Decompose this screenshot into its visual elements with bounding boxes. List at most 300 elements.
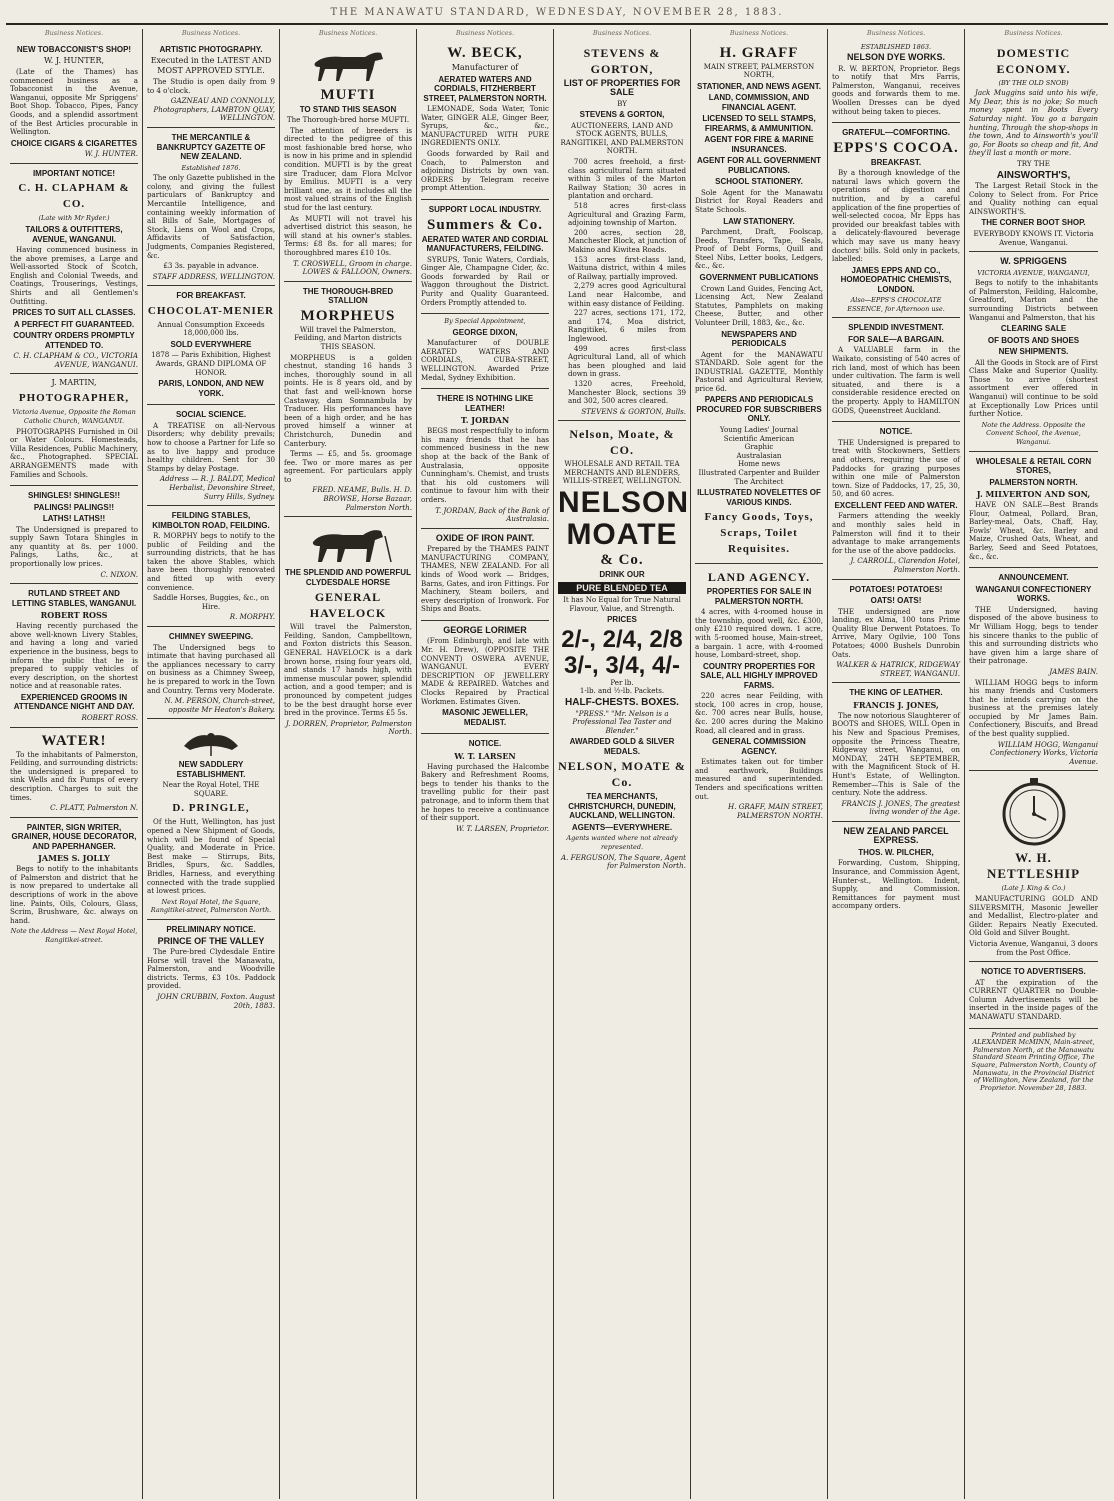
column-2 (143, 29, 280, 1499)
ad-body: 4 acres, with 4-roomed house in the township, good well, &c. £300, only £210 required down. 1 acre, with 5-roomed house, Main-street, a bargain. 1 acre, with 4-roomed house, Lombard-street, shop. (695, 607, 823, 660)
ad-body: All the Goods in Stock are of First Class Make and Superior Quality. Those to arrive (shortest assortment ever offered in Wanganui) will continue to be sold at Exceptionally Low Prices until further Notice. (969, 357, 1098, 419)
tea-banner: PURE BLENDED TEA (558, 582, 686, 595)
brand-name: NELSON, MOATE & Co. (558, 759, 686, 790)
ad-nettleship (969, 771, 1098, 962)
ad-signature: GAZNEAU AND CONNOLLY, Photographers, LAMBTON QUAY, WELLINGTON. (153, 96, 275, 123)
ad-line: The Thorough-bred horse MUFTI. (286, 115, 410, 125)
ad-clapham (10, 164, 138, 374)
ad-subtitle: GRATEFUL—COMFORTING. (842, 128, 950, 138)
ad-notice-advertisers (969, 962, 1098, 1028)
ad-body: HAVE ON SALE—Best Brands Flour, Oatmeal, Pollard, Bran, Barley-meal, Oats, Chaff, Hay, Fowls' Wheat, &c. Barley and Maize, Crushed Oats, Wheat, and Barley, Seed and Seed Potatoes, &c., &c. (969, 500, 1098, 561)
ad-nelson-moate (558, 421, 690, 874)
column-head: Business Notices. (729, 29, 789, 37)
ad-line: PRICES TO SUIT ALL CLASSES. (12, 308, 136, 318)
ad-body: A TREATISE on all-Nervous Disorders; why debility prevails; how to choose a Partner for Life so as to live happy and produce healthy children. Sent for 30 Stamps by delay Postage. (147, 420, 275, 473)
ad-signature: STEVENS & GORTON, Bulls. (581, 406, 686, 416)
ad-list: LEMONADE, Soda Water, Tonic Water, GINGER ALE, Ginger Beer, Syrups, &c., &c., MANUFACTURED WITH PURE INGREDIENTS ONLY. (421, 104, 549, 148)
ad-body: Will travel the Palmerston, Feilding, Sandon, Campbelltown, and Foxton districts this Season. GENERAL HAVELOCK is a dark brown horse, rising four years old, and stands 17 hands high, with immense muscular power, splendid action, and a good temper; and is pronounced by competent judges to be the best draught horse ever bred in the province. Terms £5 5s. (284, 622, 412, 718)
ad-address: VICTORIA AVENUE, WANGANUI, (977, 268, 1090, 277)
list-item: 200 acres, section 28, Manchester Block, at junction of Makino and Kiwitea Roads. (568, 227, 686, 254)
ad-title: PHOTOGRAPHER, (18, 392, 130, 405)
ad-subtitle: Manufacturer of (451, 62, 519, 72)
ad-title: SHINGLES! SHINGLES!! (27, 491, 120, 501)
list-item: 153 acres first-class land, Waituna district, within 4 miles of Railway, partially improved. (568, 254, 686, 281)
ad-body: R. MORPHY begs to notify to the public of Feilding and the surrounding districts, that he has taken the above Stables, which have been thoroughly renovated and fitted up with every convenience. (147, 531, 275, 592)
ad-parcel-express (832, 822, 960, 917)
ad-subtitle: OATS! OATS! (870, 596, 922, 606)
saddle-illustration-icon (176, 724, 246, 758)
ad-body: MORPHEUS is a golden chestnut, standing 16 hands 3 inches, thoroughly sound in all points. He is 8 years old, and by that fast and well-known horse Castaway, dam Somnambula by Traducer. His performances have been of a high order, and he has proved himself a winner at Christchurch, Dunedin and Canterbury. (284, 352, 412, 448)
ad-signature: C. PLATT, Palmerston N. (50, 803, 138, 813)
ad-subtitle: FOR SALE—A BARGAIN. (848, 334, 944, 344)
ad-signature: A. FERGUSON, The Square, Agent for Palmerston North. (561, 852, 686, 871)
ad-line: THE CORNER BOOT SHOP. (981, 218, 1086, 228)
ad-potatoes (832, 580, 960, 684)
ad-signature: N. M. PERSON, Church-street, opposite Mr Heaton's Bakery. (164, 696, 275, 714)
ad-feilding-stables (147, 506, 275, 627)
list-item: Scientific American (723, 433, 795, 443)
ad-body: The only Gazette published in the colony, and giving the fullest particulars of Bankruptcy and Mercantile Intelligence, and containing weekly information of all Bills of Sale, Mortgages of Stock, Liens on Wool and Crops, Affidavits of Satisfaction, Judgments, Companies Registered, &c. (147, 173, 275, 260)
ad-prince (147, 920, 275, 1014)
ad-line: 1-lb. and ½-lb. Packets. (579, 686, 665, 696)
ad-subtitle: By Special Appointment, (444, 317, 526, 326)
ad-paddocks (832, 422, 960, 579)
price-row: 2/-, 2/4, 2/8 (561, 625, 683, 653)
ad-line: TEA MERCHANTS, CHRISTCHURCH, DUNEDIN, AUCKLAND, WELLINGTON. (568, 792, 676, 821)
ad-tobacconist (10, 40, 138, 164)
ad-subtitle: SCHOOL STATIONERY. (715, 177, 803, 187)
column-7 (828, 29, 965, 1499)
ad-signature: R. MORPHY. (229, 612, 275, 622)
ad-title: THERE IS NOTHING LIKE LEATHER! (436, 394, 534, 413)
ad-subtitle: PAPERS AND PERIODICALS PROCURED FOR SUBSCRIBERS ONLY. (696, 395, 822, 424)
ad-signature: J. CARROLL, Clarendon Hotel, Palmerston North. (850, 556, 960, 574)
ad-subtitle: PROPERTIES FOR SALE IN PALMERSTON NORTH. (706, 587, 812, 606)
ad-body: Forwarding, Custom, Shipping, Insurance, and Commission Agent, Hunter-st., Wellington. Indent, Supply, and Commission. Remittances for payment must accompany orders. (832, 858, 960, 911)
ad-body: MANUFACTURING GOLD AND SILVERSMITH, Masonic Jeweller and Medallist, Electro-plater and Gilder. Repairs Neatly Executed. Old Gold and Silver Bought. (969, 894, 1098, 938)
ad-name: W. BECK, (447, 44, 523, 61)
ad-body: Manufacturer of DOUBLE AERATED WATERS AND CORDIALS, CUBA-STREET, WELLINGTON. Awarded Prize Medal, Sydney Exhibition. (421, 338, 549, 382)
ad-body: Agent for the MANAWATU STANDARD. Sole agent for the INDUSTRIAL GAZETTE, Monthly Pastoral and Agricultural Review, price 6d. (695, 349, 823, 393)
ad-mufti (284, 40, 412, 282)
ad-body: (Late of the Thames) has commenced business as a Tobacconist in the Avenue, Wanganui, opposite Mr Spriggens' Boot Shop. Tobacco, Pipes, Fancy Goods, and a splendid assortment of the Best Articles procurable in Wellington. (10, 67, 138, 137)
ad-subtitle: GOVERNMENT PUBLICATIONS (699, 273, 819, 283)
ad-body: Prepared by the THAMES PAINT MANUFACTURING COMPANY, THAMES, NEW ZEALAND. For all kinds of Wood work — Bridges, Barns, Gates, and iron Fittings. For Machinery, Steam boilers, and every description of Ironwork. For Ships and Boats. (421, 544, 549, 614)
ad-subtitle: (Late J. King & Co.) (1001, 884, 1066, 893)
ad-line: AGENT FOR ALL GOVERNMENT PUBLICATIONS. (697, 156, 821, 175)
ad-title: FEILDING STABLES, KIMBOLTON ROAD, FEILDING. (152, 511, 270, 530)
ad-line: 1878 — Paris Exhibition, Highest Awards, GRAND DIPLOMA OF HONOR. (151, 350, 271, 377)
ad-body: R. W. BERTON, Proprietor. Begs to notify that Mrs Farris, Palmerston, Wanganui, receives goods and forwards them to me. Woollen Dresses can be dyed without being taken to pieces. (832, 63, 960, 116)
ad-line: AGENT FOR FIRE & MARINE INSURANCES. (704, 135, 814, 154)
ad-body: To the inhabitants of Palmerston, Feilding, and surrounding districts: the undersigned is prepared to sink Wells and fix Pumps of every description. Charges to suit the times. (10, 749, 138, 802)
ad-signature: W. T. LARSEN, Proprietor. (455, 823, 549, 833)
ad-subtitle: NEWSPAPERS AND PERIODICALS (721, 329, 797, 348)
ad-line: It has No Equal for True Natural Flavour, Value, and Strength. (563, 595, 681, 613)
ad-line: Will travel the Palmerston, Feilding, and Marton districts THIS SEASON. (294, 324, 402, 351)
columns (6, 29, 1108, 1499)
ad-body: By a thorough knowledge of the natural laws which govern the operations of digestion and nutrition, and by a careful application of the fine properties of well-selected cocoa, Mr Epps has provided our breakfast tables with a delicately-flavoured beverage which may save us many heavy doctors' bills. Sold only in packets, labelled: (832, 168, 960, 264)
ad-address: MAIN STREET, PALMERSTON NORTH, (703, 61, 815, 80)
ad-signature: STAFF ADDRESS, WELLINGTON. (152, 271, 275, 281)
list-item: Young Ladies' Journal (719, 424, 799, 434)
list-item: 2,279 acres good Agricultural Land near Halcombe, and within easy distance of Feilding. (568, 281, 686, 308)
ad-lorimer (421, 621, 549, 734)
ad-stevens-gorton (558, 40, 686, 422)
ad-name: T. JORDAN (460, 415, 510, 426)
list-item: Graphic (744, 442, 774, 452)
ad-subtitle: WHOLESALE AND RETAIL TEA MERCHANTS AND BLENDERS, WILLIS-STREET, WELLINGTON. (562, 459, 682, 486)
ad-body: 220 acres near Feilding, with stock, 100 acres in crop, house, &c. 700 acres near Bulls, house, &c. 200 acres during the Makino Road, all cleared and in grass. (695, 691, 823, 735)
ad-signature: W. J. HUNTER. (84, 149, 138, 159)
ad-signature: FRED. NEAME, Bulls. H. D. BROWSE, Horse Bazaar, Palmerston North. (312, 485, 412, 512)
ad-title: WHOLESALE & RETAIL CORN STORES, (975, 456, 1092, 476)
ad-price: £3 3s. payable in advance. (163, 261, 259, 271)
ad-confectionery (969, 568, 1098, 771)
ad-body: Sole Agent for the Manawatu District for Royal Readers and State Schools. (695, 187, 823, 214)
ad-line: Saddle Horses, Buggies, &c., on Hire. (152, 593, 270, 611)
ad-name: H. GRAFF (719, 44, 799, 61)
ad-title: NELSON DYE WORKS. (846, 52, 945, 63)
ad-name: D. PRINGLE, (172, 802, 250, 815)
list-item: Home news (737, 459, 781, 469)
ad-title: THE MERCANTILE & BANKRUPTCY GAZETTE OF NEW ZEALAND. (156, 133, 266, 162)
ad-signature: J. DORREN, Proprietor, Palmerston North. (285, 718, 412, 737)
ad-signature: WALKER & HATRICK, RIDGEWAY STREET, WANGANUI. (836, 660, 960, 678)
column-6 (691, 29, 828, 1499)
ad-name: THOS. W. PILCHER, (858, 847, 934, 857)
ad-body: Farmers attending the weekly and monthly sales held in Palmerston will find it to their advantage to make arrangements for the use of the above paddocks. (832, 511, 960, 555)
ad-signature: WILLIAM HOGG, Wanganui Confectionery Works, Victoria Avenue. (989, 739, 1098, 766)
list-item: 499 acres first-class Agricultural Land, all of which has been ploughed and laid down in grass. (568, 343, 686, 379)
column-head: Business Notices. (592, 29, 652, 37)
ad-body: The Undersigned is prepared to supply Sawn Totara Shingles in any quantity at 8s. per 1000. Palings, Laths, &c., at proportionally low prices. (10, 524, 138, 568)
ad-name: W. T. LARSEN (454, 750, 516, 761)
ad-signature: C. NIXON. (100, 569, 138, 579)
ad-water (10, 728, 138, 818)
ad-body: The Pure-bred Clydesdale Entire Horse will travel the Manawatu, Palmerston, and Woodville districts. Terms, £3 10s. Paddock provided. (147, 947, 275, 991)
ad-subtitle: SUPPORT LOCAL INDUSTRY. (428, 205, 542, 215)
imprint-text: Printed and published by ALEXANDER McMINN, Main-street, Palmerston North, at the Manawatu Standard Steam Printing Office, The Square, Palmerston North, County of Manawatu, in the Provincial District of Wellington, New Zealand, for the Proprietor. November 28, 1883. (971, 1030, 1096, 1092)
ad-title: NEW SADDLERY ESTABLISHMENT. (176, 760, 246, 779)
ad-graff (695, 40, 823, 565)
ad-body: WILLIAM HOGG begs to inform his many friends and Customers that he intends carrying on the business at the premises lately occupied by Mr James Bain. Confectionery, Biscuits, and Bread of the best quality supplied. (969, 677, 1098, 739)
ad-signature: JOHN CRUBBIN, Foxton. August 20th, 1883. (157, 991, 275, 1010)
column-8 (965, 29, 1102, 1499)
ad-name: FRANCIS J. JONES, (853, 699, 939, 710)
ad-havelock (284, 517, 412, 741)
list-item: 1320 acres, Freehold, Manchester Block, sections 39 and 302, 500 acres cleared. (568, 378, 686, 406)
prices-label: PRICES (607, 615, 637, 625)
ad-line: PARIS, LONDON, AND NEW YORK. (158, 379, 264, 398)
ad-line: TRY THE (1017, 158, 1050, 168)
ad-subtitle: COUNTRY PROPERTIES FOR SALE, ALL HIGHLY IMPROVED FARMS. (700, 661, 818, 690)
ad-title: Nelson, Moate, & CO. (569, 427, 675, 458)
ad-line: OF BOOTS AND SHOES (987, 335, 1080, 345)
list-item: 700 acres freehold, a first-class agricultural farm situated within 3 miles of the Marton Railway Station; 30 acres in plantation and orchard. (568, 157, 686, 201)
ad-line: Annual Consumption Exceeds 18,000,000 lbs. (157, 319, 265, 338)
ad-subtitle: LIST OF PROPERTIES FOR SALE (563, 77, 681, 98)
ad-title: EPPS'S COCOA. (833, 139, 959, 156)
column-head: Business Notices. (318, 29, 378, 37)
ad-body: A VALUABLE farm in the Waikato, consisting of 540 acres of rich land, most of which has been under cultivation. The farm is well situated, and there is a considerable residence erected on the property. Apply to HAMILTON GODS, Queenstreet Auckland. (832, 345, 960, 415)
ad-name: W. J. HUNTER, (43, 56, 105, 66)
ad-title: NOTICE TO ADVERTISERS. (981, 967, 1086, 977)
ad-note: EXPERIENCED GROOMS IN ATTENDANCE NIGHT AND DAY. (13, 692, 135, 712)
ad-address: Victoria Avenue, Opposite the Roman Catholic Church, WANGANUI. (12, 408, 136, 425)
watch-illustration-icon (998, 776, 1070, 848)
brand-name: & Co. (600, 552, 644, 569)
brand-name: MOATE (566, 518, 678, 552)
ad-photography (147, 40, 275, 128)
ad-title: STEVENS & GORTON, (583, 45, 661, 76)
ad-line: NEW SHIPMENTS. (998, 347, 1069, 357)
ad-name: W. H. NETTLESHIP (986, 850, 1081, 882)
ad-title: GENERAL HAVELOCK (309, 590, 387, 621)
ad-subtitle: ILLUSTRATED NOVELETTES OF VARIOUS KINDS. (697, 488, 821, 507)
column-head: Business Notices. (44, 29, 104, 37)
ad-body: The Undersigned begs to intimate that having purchased all the appliances necessary to carry on business as a Chimney Sweep, he is prepared to work in the Town and Country. Terms very Moderate. (147, 642, 275, 695)
ad-corn-stores (969, 452, 1098, 569)
ad-title: POTATOES! POTATOES! (849, 584, 943, 594)
ad-subtitle: CHOICE CIGARS & CIGARETTES (10, 138, 138, 148)
ad-subtitle: GENERAL COMMISSION AGENCY. (712, 737, 806, 756)
ad-title: ARTISTIC PHOTOGRAPHY. (159, 44, 263, 54)
price-row: 3/-, 3/4, 4/- (563, 651, 681, 679)
ad-summers (421, 200, 549, 314)
ad-body: Having commenced business in the above premises, a Large and Well-assorted Stock of Scotch, English and Colonial Tweeds, and Coatings, Trouserings, Vestings, Shirts and all Gentlemen's Outfitting. (10, 245, 138, 306)
ad-title: THE KING OF LEATHER. (849, 688, 943, 698)
ad-subtitle: PALINGS! PALINGS!! (33, 502, 115, 512)
ad-signature: C. H. CLAPHAM & CO., VICTORIA AVENUE, WANGANUI. (13, 351, 138, 369)
column-head: Business Notices. (1004, 29, 1063, 37)
ad-line: CLEARING SALE (1000, 324, 1067, 334)
ad-title: MORPHEUS (300, 307, 396, 324)
ad-body: The Largest Retail Stock in the Colony to Select from. For Price and Quality nothing can equal AINSWORTH'S. (969, 181, 1098, 216)
ad-menier (147, 286, 275, 405)
ad-title: IMPORTANT NOTICE! (32, 168, 116, 178)
ad-king-of-leather (832, 683, 960, 822)
ad-verse: Jack Muggins said unto his wife, My Dear, this is no joke; So much money spent in Boots Every Saturday night. You go a bargain hunting, Through the shop-shops in the town, And to Ainsworth's you'll go, For Boots so cheap and fit, And they'll last a month or more. (969, 88, 1098, 158)
ad-body: The attention of breeders is directed to the pedigree of this most fashionable bred horse, who is now in his prime and in splendid condition. MUFTI is by the great sire Traducer, dam Flora McIvor by Emilius. MUFTI is a very brilliant one, as it includes all the most valued strains of the English stud for the last century. (284, 125, 412, 213)
list-item: Australasian (736, 450, 782, 460)
ad-body: Estimates taken out for timber and earthwork, Buildings measured and superintended. Tenders and specifications written out. (695, 757, 823, 801)
ad-address: Next Royal Hotel, the Square, Rangitikei-street, Palmerston North. (150, 897, 272, 915)
ad-title: ANNOUNCEMENT. (998, 573, 1069, 583)
ad-line: DRINK OUR (599, 570, 645, 580)
ad-name: W. SPRIGGENS (1000, 256, 1067, 267)
ad-science (147, 405, 275, 506)
ad-body: Begs to notify to the inhabitants of Palmerston, Feilding, Halcombe, Greatford, Marton and the surrounding Districts between Wanganui and Palmerston, that his (969, 278, 1098, 322)
ad-title: PAINTER, SIGN WRITER, GRAINER, HOUSE DECORATOR, AND PAPERHANGER. (11, 822, 137, 851)
ad-signature: FRANCIS J. JONES, The greatest living wonder of the Age. (841, 798, 960, 817)
ad-body: THE Undersigned is prepared to treat with Stockowners, Settlers and others, requiring the use of Paddocks for grazing purposes within one mile of Palmerston town. Size of Paddocks, 17, 25, 30, 50, and 60 acres. (832, 437, 960, 499)
ad-body: PHOTOGRAPHS Furnished in Oil or Water Colours. Homesteads, Villa Residences, Public Machinery, &c., Photographed. SPECIAL ARRANGEMENTS made with Families and Schools. (10, 426, 138, 479)
ad-ross (10, 584, 138, 727)
ad-subtitle: WANGANUI CONFECTIONERY WORKS. (975, 584, 1092, 604)
ad-name: GEORGE LORIMER (443, 624, 527, 635)
ad-title: SPLENDID INVESTMENT. (848, 323, 944, 333)
ad-subtitle: LATHS! LATHS!! (42, 514, 106, 524)
ad-subtitle: THE THOROUGH-BRED STALLION (302, 286, 394, 306)
list-item: 227 acres, sections 171, 172, and 174, Moa district, Rangitikei, 6 miles from Inglewood. (568, 308, 686, 343)
ad-body: Crown Land Guides, Fencing Act, Licensing Act, New Zealand Statutes, Pamphlets on making Cheese, Butter, and other Volunteer Drill, 1883, &c., &c. (695, 283, 823, 327)
ad-line: LAND, COMMISSION, AND FINANCIAL AGENT. (708, 93, 810, 112)
papers-list (695, 426, 823, 486)
ad-chimney (147, 627, 275, 719)
ad-subtitle: BREAKFAST. (870, 157, 922, 167)
ad-line: HALF-CHESTS. BOXES. (565, 697, 679, 709)
ad-title: NOTICE. (879, 427, 913, 437)
ad-signature: T. JORDAN, Back of the Bank of Australasia. (435, 505, 549, 524)
ad-subtitle: Near the Royal Hotel, THE SQUARE. (162, 780, 260, 798)
ad-ainsworth (969, 40, 1098, 253)
ad-line: AUCTIONEERS, LAND AND STOCK AGENTS, BULLS, RANGITIKEI, AND PALMERSTON NORTH. (560, 120, 684, 156)
price-unit: Per lb. (610, 677, 634, 687)
ad-body: As MUFTI will not travel his advertised district this season, he will stand at his owner's stables. Terms: £8 8s. for all mares; for thoroughbred mares £10 10s. (284, 213, 412, 257)
ad-land-agency (695, 564, 823, 824)
ad-trade: TAILORS & OUTFITTERS, AVENUE, WANGANUI. (25, 225, 123, 244)
column-head: Business Notices. (455, 29, 515, 37)
ad-body: BEGS most respectfully to inform his many friends that he has commenced business in the new shop at the back of the Bank of Australasia, opposite Cunningham's. Chemist, and trusts that his old customers will continue to favour him with their orders. (421, 426, 549, 504)
ad-name: GEORGE DIXON, (452, 327, 518, 337)
horse-illustration-icon (303, 522, 393, 566)
ad-body: Of the Hutt, Wellington, has just opened a New Shipment of Goods, which will be found of Special Quality, and Moderate in Price. Best make — Stirrups, Bits, Bridles, Spurs, &c. Saddles, Bridles, Harness, and everything connected with the trade supplied at lowest prices. (147, 817, 275, 896)
ad-title: CHOCOLAT-MENIER (147, 304, 275, 317)
ad-subtitle: TO STAND THIS SEASON (299, 104, 397, 114)
imprint (969, 1029, 1098, 1097)
ad-title: NOTICE. (468, 739, 502, 749)
column-head: Business Notices. (181, 29, 241, 37)
ad-signature: H. GRAFF, MAIN STREET, PALMERSTON NORTH. (728, 802, 823, 820)
ad-body: Having recently purchased the above well-known Livery Stables, and having a long and varied experience in the business, begs to inform the public that he is prepared to supply vehicles of every description, on the shortest notice and at reasonable rates. (10, 621, 138, 691)
ad-line: BY (617, 98, 627, 108)
ad-shingles (10, 486, 138, 584)
ad-morpheus (284, 282, 412, 517)
brand-name: NELSON (558, 486, 690, 520)
ad-title: CHIMNEY SWEEPING. (168, 632, 254, 642)
list-item: Illustrated Carpenter and Builder (698, 467, 820, 477)
ad-line: SOLD EVERYWHERE (170, 339, 252, 349)
ad-signature: JAMES EPPS AND CO., HOMOEOPATHIC CHEMISTS, LONDON. (840, 265, 952, 294)
ad-line: Also—EPPS'S CHOCOLATE ESSENCE, for Afternoon use. (847, 296, 945, 313)
ad-spriggens (969, 252, 1098, 452)
masthead: THE MANAWATU STANDARD, WEDNESDAY, NOVEMBER 28, 1883. (6, 6, 1108, 25)
ad-signature: Address — R. J. BALDT, Medical Herbalist, Devonshire Street, Surry Hills, Sydney. (159, 474, 275, 501)
ad-body: The Studio is open daily from 9 to 4 o'clock. (147, 77, 275, 95)
ad-title: AERATED WATERS AND CORDIALS, FITZHERBERT STREET, PALMERSTON NORTH. (423, 74, 547, 103)
ad-body: Terms — £5, and 5s. groomage fee. Two or more mares as per agreement. For particulars apply to (284, 449, 412, 484)
column-4 (417, 29, 554, 1499)
ad-title: MUFTI (320, 86, 376, 103)
ad-est: ESTABLISHED 1863. (860, 42, 932, 51)
ad-subtitle: (BY THE OLD SNOB) (998, 78, 1069, 87)
list-item: The Architect (734, 476, 784, 486)
ad-body: Goods forwarded by Rail and Coach, to Palmerston and adjoining Districts by own van. ORDERS by Telegram receive prompt Attention. (421, 149, 549, 193)
ad-signature: JAMES BAIN. (1049, 666, 1098, 676)
ad-signature: ROBERT ROSS. (81, 712, 138, 722)
ad-body: The now notorious Slaughterer of BOOTS and SHOES, WILL Open in his New and Spacious Premises, opposite the Princess Theatre, Ridgeway street, Wanganui, on MONDAY, 24TH SEPTEMBER, with the Magnificent Stock of H. Hunt's Estate, of Wellington. Remember—This is Sale of the century. Note the address. (832, 710, 960, 798)
ad-title: SOCIAL SCIENCE. (175, 410, 247, 420)
ad-name: Summers & Co. (427, 216, 543, 233)
ad-body: Begs to notify to the inhabitants of Palmerston and district that he is now prepared to undertake all descriptions of work in the above line. Paints, Oils, Colours, Glass, Scrim, Brushware, &c. always on hand. (10, 864, 138, 925)
list-item: 518 acres first-class Agricultural and Grazing Farm, adjoining township of Marton. (568, 201, 686, 228)
ad-name: AINSWORTH'S, (996, 169, 1071, 181)
ad-jordan (421, 389, 549, 529)
ad-line: AWARDED GOLD & SILVER MEDALS. (569, 737, 675, 756)
ad-larsen (421, 734, 549, 837)
ad-body: THE undersigned are now landing, ex Alma, 100 tons Prime Quality Blue Derwent Potatoes. To Arrive, Mary Ogilvie, 100 Tons Potatoes; 4000 Bushels Dunrobin Oats. (832, 606, 960, 659)
horse-illustration-icon (303, 45, 393, 85)
ad-title: NEW ZEALAND PARCEL EXPRESS. (843, 825, 949, 846)
ad-quote: "PRESS." "Mr. Nelson is a Professional Tea Taster and Blender." (572, 708, 672, 735)
ad-title: AERATED WATER AND CORDIAL MANUFACTURERS, FEILDING. (421, 234, 549, 254)
ad-epps (832, 123, 960, 318)
ad-address: Victoria Avenue, Wanganui, 3 doors from the Post Office. (969, 939, 1098, 957)
ad-body: THE Undersigned, having disposed of the above business to Mr William Hogg, begs to tender his sincere thanks to the public of this and surrounding districts who have given him a large share of their patronage. (969, 604, 1098, 666)
property-list (568, 158, 686, 406)
ad-name: C. H. CLAPHAM & CO. (18, 182, 130, 211)
ad-subtitle: PALMERSTON NORTH. (989, 477, 1078, 487)
ad-dye-works (832, 40, 960, 124)
ad-line: Agents wanted where not already represented. (566, 834, 678, 851)
column-5 (554, 29, 691, 1499)
ad-name: ROBERT ROSS (40, 610, 108, 621)
ad-body: AT the expiration of the CURRENT QUARTER no Double-Column Advertisements will be inserted in the inside pages of the MANAWATU STANDARD. (969, 977, 1098, 1022)
ad-line: A PERFECT FIT GUARANTEED. (13, 319, 135, 329)
ad-name: STEVENS & GORTON, (579, 110, 665, 120)
ad-line: COUNTRY ORDERS PROMPTLY ATTENDED TO. (13, 331, 135, 350)
ad-painter (10, 818, 138, 949)
ad-beck (421, 40, 549, 200)
ad-subtitle: (Late with Mr Ryder.) (38, 214, 110, 223)
ad-est: Established 1876. (181, 163, 241, 172)
ad-title: NEW TOBACCONIST'S SHOP! (16, 44, 132, 54)
column-3 (280, 29, 417, 1499)
ad-title: RUTLAND STREET AND LETTING STABLES, WANGANUI. (11, 589, 137, 608)
ad-title: OXIDE OF IRON PAINT. (435, 532, 535, 543)
column-1 (6, 29, 143, 1499)
ad-paint (421, 529, 549, 621)
ad-gazette (147, 128, 275, 286)
ad-title: PRINCE OF THE VALLEY (157, 935, 265, 946)
ad-title: Fancy Goods, Toys, Scraps, Toilet Requisites. (704, 511, 814, 556)
ad-dixon (421, 314, 549, 389)
ad-subtitle: EXCELLENT FEED AND WATER. (834, 500, 958, 510)
ad-subtitle: PRELIMINARY NOTICE. (166, 925, 256, 934)
ad-title: DOMESTIC ECONOMY. (996, 45, 1071, 76)
ad-line: AGENTS—EVERYWHERE. (571, 822, 673, 832)
ad-subtitle: Executed in the LATEST AND MOST APPROVED STYLE. (150, 56, 272, 76)
ad-subtitle: LAW STATIONERY. (723, 216, 795, 226)
ad-address: Note the Address — Next Royal Hotel, Rangitikei-street. (10, 927, 138, 944)
ad-name: J. MARTIN, (51, 378, 97, 388)
ad-body: SYRUPS, Tonic Waters, Cordials, Ginger Ale, Champagne Cider, &c. Goods forwarded by Rail or Waggon throughout the District. Purity and Quality Guaranteed. Orders Promptly attended to. (421, 254, 549, 307)
ad-body: Parchment, Draft, Foolscap, Deeds, Transfers, Tape, Seals, Proof of Debt Forms, Quill and Steel Nibs, Letter books, Ledgers, &c., &c. (695, 227, 823, 271)
ad-body: Having purchased the Halcombe Bakery and Refreshment Rooms, begs to tender his thanks to the travelling public for their past patronage, and to inform them that he hopes to receive a continuance of their support. (421, 761, 549, 823)
ad-martin (10, 374, 138, 486)
ad-title: LAND AGENCY. (707, 570, 811, 585)
column-head: Business Notices. (866, 29, 926, 37)
ad-address: Note the Address. Opposite the Convent School, the Avenue, Wanganui. (981, 420, 1086, 446)
ad-line: EVERYBODY KNOWS IT. Victoria Avenue, Wanganui. (973, 228, 1094, 247)
ad-subtitle: THE SPLENDID AND POWERFUL CLYDESDALE HORSE (285, 568, 411, 587)
ad-line: STATIONER, AND NEWS AGENT. (697, 81, 821, 91)
ad-line: LICENSED TO SELL STAMPS, FIREARMS, & AMMUNITION. (702, 114, 816, 133)
ad-signature: MASONIC JEWELLER, MEDALIST. (442, 708, 528, 727)
ad-investment (832, 318, 960, 422)
ad-body: (From Edinburgh, and late with Mr. H. Drew), (OPPOSITE THE CONVENT) OSWERA AVENUE, WANGANUI. EVERY DESCRIPTION OF JEWELLERY MADE & REPAIRED. Watches and Clocks Repaired by Practical Workmen. Estimates Given. (421, 636, 549, 706)
